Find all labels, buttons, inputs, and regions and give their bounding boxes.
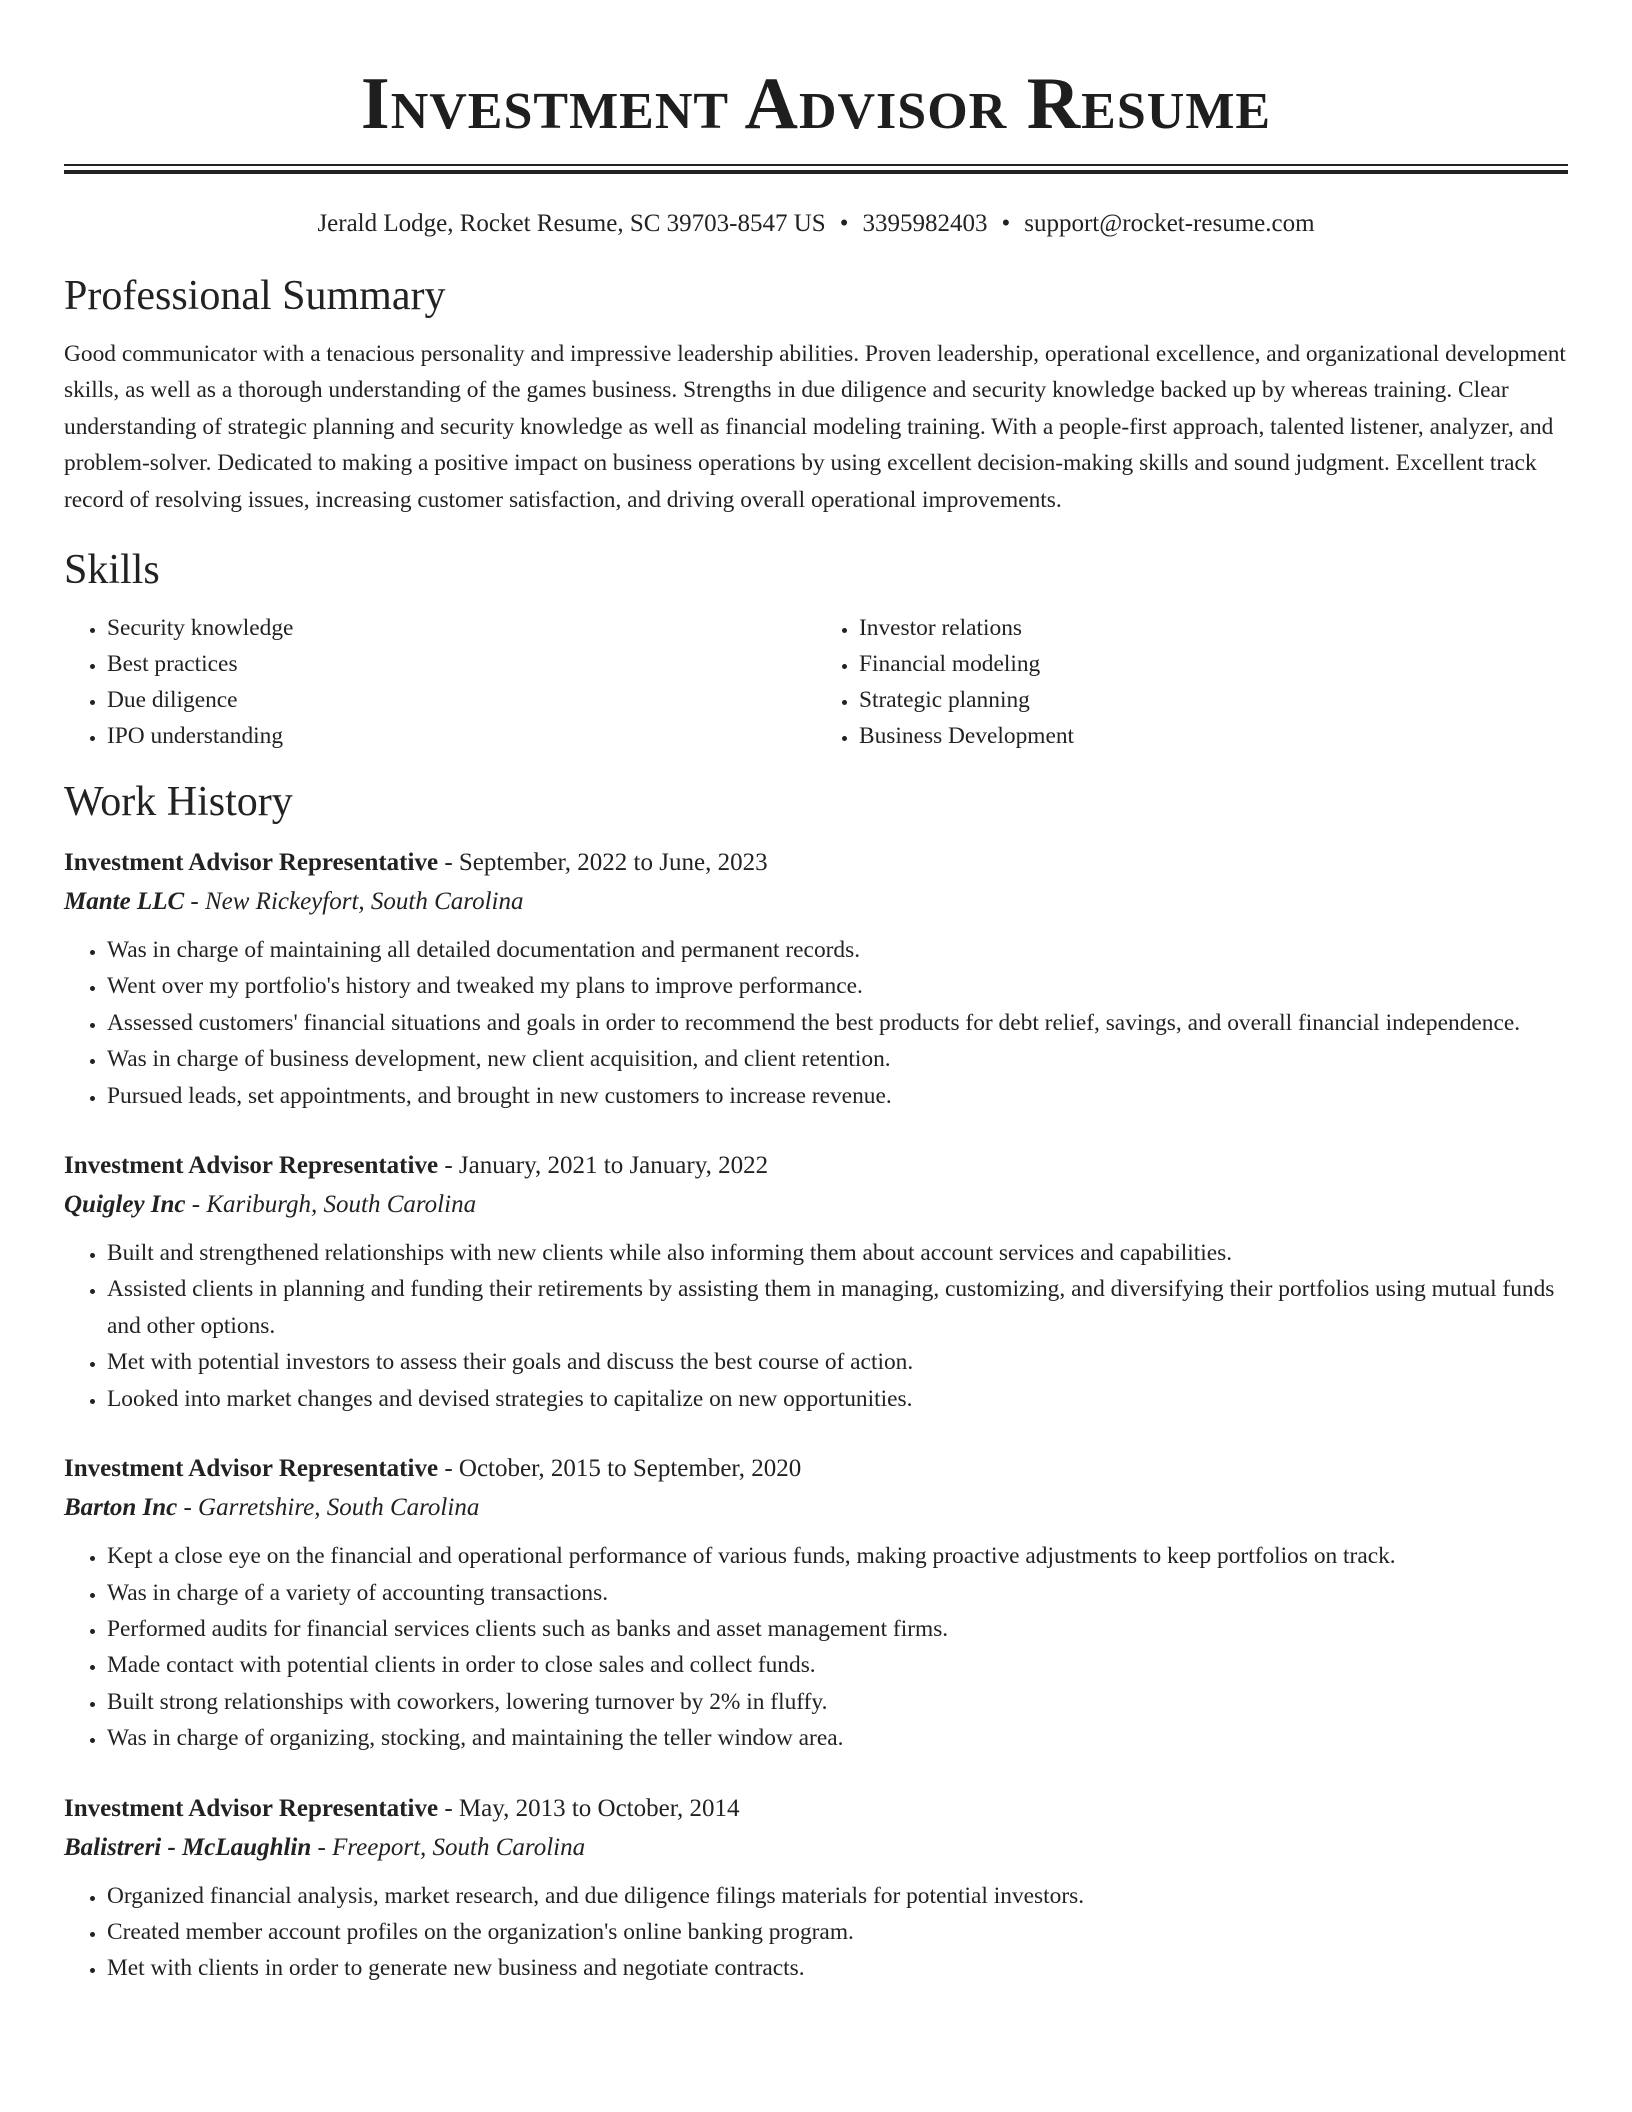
work-history-heading: Work History	[64, 779, 293, 826]
job-bullet: • Went over my portfolio's history and tweaked my plans to improve performance.	[107, 968, 1568, 1004]
job-title: Investment Advisor Representative	[64, 849, 439, 877]
job-title: Investment Advisor Representative	[64, 1152, 439, 1180]
title-double-rule	[64, 164, 1568, 174]
job-bullet: • Met with potential investors to assess their goals and discuss the best course of action.	[107, 1344, 1568, 1380]
job-bullet: • Was in charge of organizing, stocking, and maintaining the teller window area.	[107, 1720, 1568, 1756]
job-bullet: • Was in charge of business development, new client acquisition, and client retention.	[107, 1041, 1568, 1077]
job-bullets	[64, 1878, 1568, 1987]
skill-item: • IPO understanding	[107, 718, 816, 754]
job-entry	[64, 1790, 1568, 1987]
job-bullets	[64, 1538, 1568, 1756]
job-entry	[64, 844, 1568, 1114]
job-bullet: • Created member account profiles on the organization's online banking program.	[107, 1914, 1568, 1950]
contact-address: Jerald Lodge, Rocket Resume, SC 39703-8547 US	[317, 210, 826, 237]
job-dates: - January, 2021 to January, 2022	[438, 1152, 769, 1180]
job-dates: - September, 2022 to June, 2023	[438, 849, 768, 877]
contact-separator: •	[839, 210, 849, 237]
company-name: Mante LLC	[64, 888, 185, 916]
job-title: Investment Advisor Representative	[64, 1794, 439, 1822]
company-location: - Kariburgh, South Carolina	[185, 1191, 477, 1219]
contact-phone: 3395982403	[862, 210, 988, 237]
summary-heading: Professional Summary	[64, 273, 446, 319]
skill-item: • Investor relations	[859, 610, 1568, 646]
job-bullet: • Pursued leads, set appointments, and brought in new customers to increase revenue.	[107, 1078, 1568, 1114]
company-name: Quigley Inc	[64, 1191, 186, 1219]
job-dates: - May, 2013 to October, 2014	[438, 1794, 740, 1822]
company-line	[64, 1185, 1568, 1225]
job-bullet: • Organized financial analysis, market research, and due diligence filings materials for potential investors.	[107, 1878, 1568, 1914]
skills-heading: Skills	[64, 547, 160, 594]
job-title: Investment Advisor Representative	[64, 1455, 439, 1483]
job-bullets	[64, 1235, 1568, 1417]
company-line	[64, 1828, 1568, 1868]
job-bullet: • Assisted clients in planning and funding their retirements by assisting them in managing, customizing, and diversifying their portfolios using mutual funds and other options.	[107, 1271, 1568, 1344]
resume-title: Investment Advisor Resume	[360, 63, 1272, 145]
contact-email: support@rocket-resume.com	[1024, 210, 1315, 237]
company-line	[64, 1488, 1568, 1528]
company-line	[64, 882, 1568, 922]
job-bullet: • Built strong relationships with coworkers, lowering turnover by 2% in fluffy.	[107, 1684, 1568, 1720]
skill-item: • Business Development	[859, 718, 1568, 754]
job-bullet: • Made contact with potential clients in order to close sales and collect funds.	[107, 1647, 1568, 1683]
skills-columns	[64, 610, 1568, 754]
company-name: Barton Inc	[64, 1494, 178, 1522]
job-bullets	[64, 932, 1568, 1114]
company-location: - Freeport, South Carolina	[311, 1833, 586, 1861]
job-bullet: • Assessed customers' financial situations and goals in order to recommend the best products for debt relief, savings, and overall financial independence.	[107, 1005, 1568, 1041]
skills-list-left	[64, 610, 816, 754]
job-bullet: • Met with clients in order to generate new business and negotiate contracts.	[107, 1950, 1568, 1986]
summary-text: Good communicator with a tenacious personality and impressive leadership abilities. Proven leadership, operational excellence, and organizational development skills, as well as a thorough understanding of the games business. Strengths in due diligence and security knowledge backed up by whereas training. Clear understanding of strategic planning and security knowledge as well as financial modeling training. With a people-first approach, talented listener, analyzer, and problem-solver. Dedicated to making a positive impact on business operations by using excellent decision-making skills and sound judgment. Excellent track record of resolving issues, increasing customer satisfaction, and driving overall operational improvements.	[64, 341, 1566, 513]
job-entry	[64, 1147, 1568, 1417]
job-bullet: • Kept a close eye on the financial and operational performance of various funds, making proactive adjustments to keep portfolios on track.	[107, 1538, 1568, 1574]
skill-item: • Security knowledge	[107, 610, 816, 646]
job-title-line	[64, 1450, 1568, 1488]
job-title-line	[64, 844, 1568, 882]
job-dates: - October, 2015 to September, 2020	[438, 1455, 802, 1483]
skill-item: • Best practices	[107, 646, 816, 682]
company-location: - New Rickeyfort, South Carolina	[184, 888, 524, 916]
job-bullet: • Was in charge of a variety of accounting transactions.	[107, 1575, 1568, 1611]
job-entry	[64, 1450, 1568, 1756]
contact-separator: •	[1001, 210, 1011, 237]
skill-item: • Due diligence	[107, 682, 816, 718]
skills-list-right	[816, 610, 1568, 754]
job-bullet: • Was in charge of maintaining all detailed documentation and permanent records.	[107, 932, 1568, 968]
job-title-line	[64, 1147, 1568, 1185]
company-name: Balistreri - McLaughlin	[64, 1833, 312, 1861]
job-bullet: • Looked into market changes and devised strategies to capitalize on new opportunities.	[107, 1381, 1568, 1417]
job-bullet: • Performed audits for financial services clients such as banks and asset management firms.	[107, 1611, 1568, 1647]
company-location: - Garretshire, South Carolina	[177, 1494, 480, 1522]
job-bullet: • Built and strengthened relationships with new clients while also informing them about account services and capabilities.	[107, 1235, 1568, 1271]
job-title-line	[64, 1790, 1568, 1828]
skill-item: • Financial modeling	[859, 646, 1568, 682]
contact-line	[64, 208, 1568, 240]
skill-item: • Strategic planning	[859, 682, 1568, 718]
